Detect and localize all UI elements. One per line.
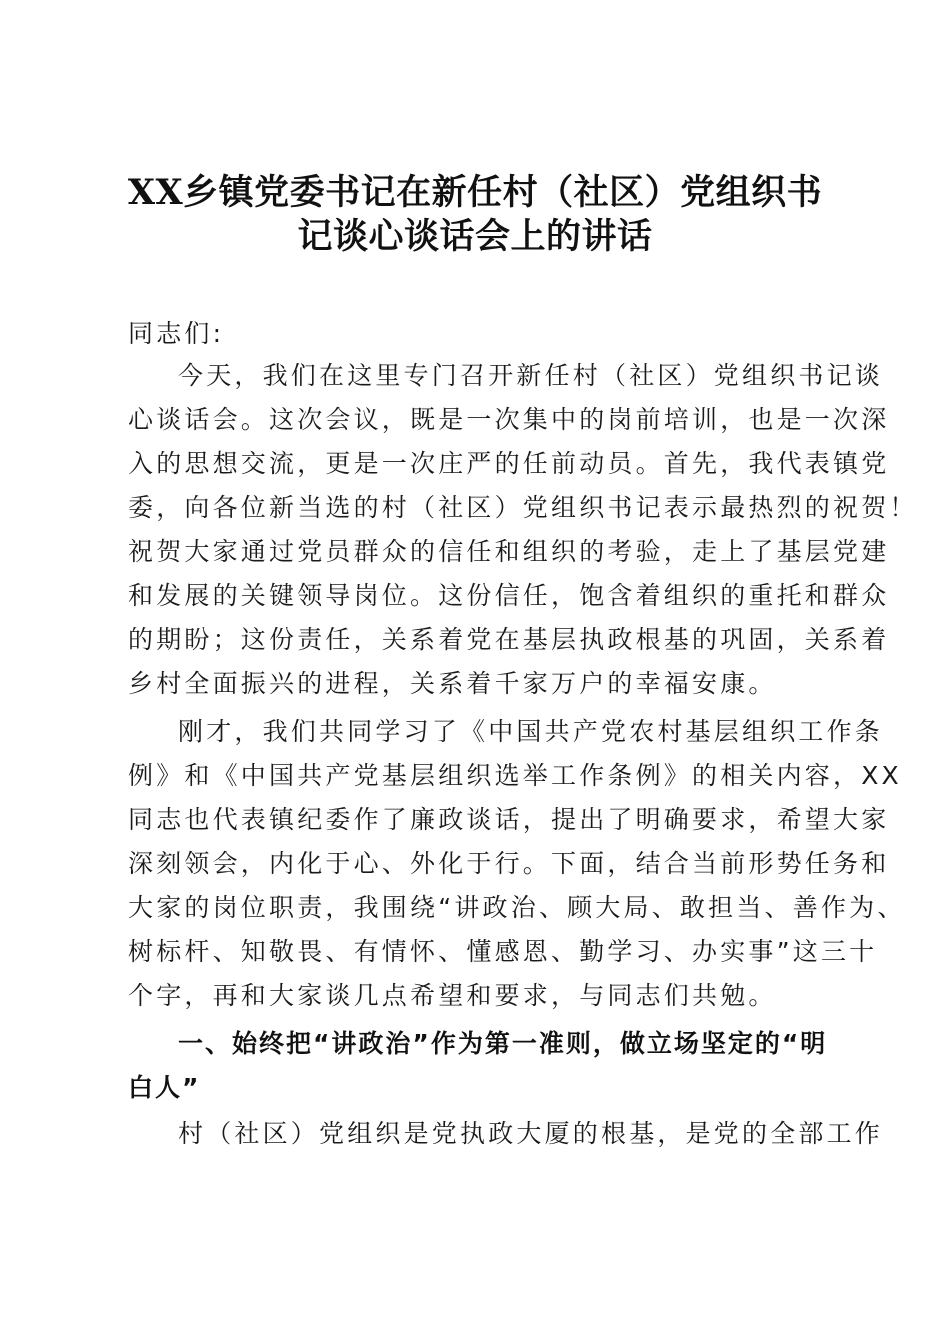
paragraph-2-line: 例》和《中国共产党基层组织选举工作条例》的相关内容，XX [128,761,902,790]
paragraph-1-line: 心谈话会。这次会议，既是一次集中的岗前培训，也是一次深 [128,405,890,434]
paragraph-1-line: 的期盼；这份责任，关系着党在基层执政根基的巩固，关系着 [128,625,890,654]
paragraph-2-line: 大家的岗位职责，我围绕“讲政治、顾大局、敢担当、善作为、 [128,893,906,922]
paragraph-2-line: 刚才，我们共同学习了《中国共产党农村基层组织工作条 [178,717,884,746]
greeting-text: 同志们: [128,319,225,348]
section-heading-1 [128,1022,844,1110]
document-title-line-1: XX乡镇党委书记在新任村（社区）党组织书 [127,172,823,213]
greeting [128,312,844,356]
paragraph-2-line: 个字，再和大家谈几点希望和要求，与同志们共勉。 [128,981,777,1010]
paragraph-1-line: 祝贺大家通过党员群众的信任和组织的考验，走上了基层党建 [128,537,890,566]
paragraph-3-line: 村（社区）党组织是党执政大厦的根基，是党的全部工作 [178,1119,884,1148]
paragraph-1-line: 入的思想交流，更是一次庄严的任前动员。首先，我代表镇党 [128,449,890,478]
paragraph-3 [128,1112,884,1156]
document-title-line-2: 记谈心谈话会上的讲话 [297,216,653,257]
paragraph-2-line: 树标杆、知敬畏、有情怀、懂感恩、勤学习、办实事”这三十 [128,937,878,966]
section-heading-1-line: 白人” [128,1073,201,1102]
paragraph-1-line: 今天，我们在这里专门召开新任村（社区）党组织书记谈 [178,361,884,390]
paragraph-2-line: 同志也代表镇纪委作了廉政谈话，提出了明确要求，希望大家 [128,805,890,834]
paragraph-1-line: 乡村全面振兴的进程，关系着千家万户的幸福安康。 [128,669,777,698]
paragraph-1-line: 委，向各位新当选的村（社区）党组织书记表示最热烈的祝贺！ [128,493,918,522]
paragraph-1-line: 和发展的关键领导岗位。这份信任，饱含着组织的重托和群众 [128,581,890,610]
paragraph-1 [128,354,918,706]
section-heading-1-line: 一、始终把“讲政治”作为第一准则，做立场坚定的“明 [178,1029,828,1058]
paragraph-2-line: 深刻领会，内化于心、外化于行。下面，结合当前形势任务和 [128,849,890,878]
paragraph-2 [128,710,906,1018]
